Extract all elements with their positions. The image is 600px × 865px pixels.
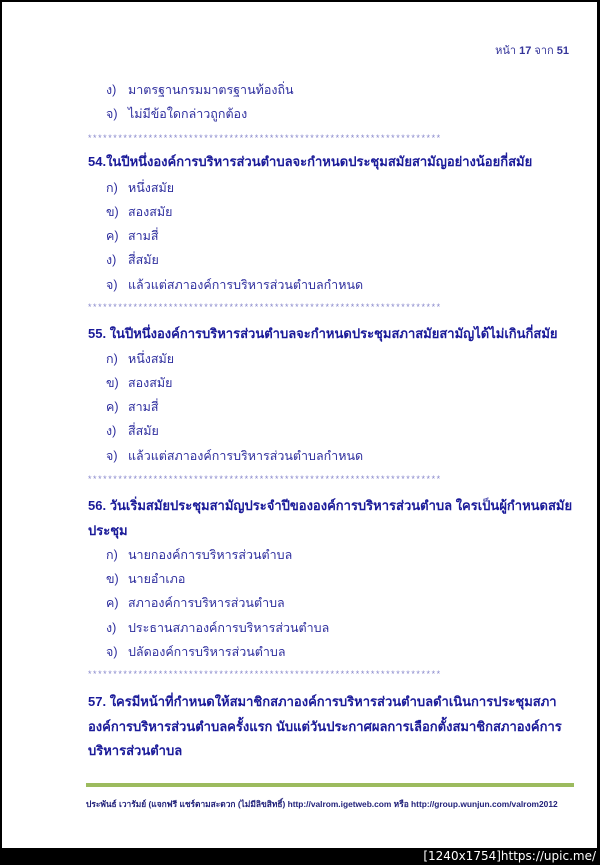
option-letter: จ) xyxy=(106,107,118,121)
option-text: สองสมัย xyxy=(128,205,173,219)
option-text: นายอำเภอ xyxy=(128,572,186,586)
question-text: วันเริ่มสมัยประชุมสามัญประจำปีขององค์การบริหารส่วนตำบล ใครเป็นผู้กำหนดสมัยประชุม xyxy=(88,498,573,538)
option-item xyxy=(106,351,174,367)
separator: ********************************************************************** xyxy=(88,133,442,143)
document-page xyxy=(2,2,597,848)
option-item xyxy=(106,571,185,587)
option-letter: ง) xyxy=(106,424,117,438)
option-text: แล้วแต่สภาองค์การบริหารส่วนตำบลกำหนด xyxy=(128,449,364,463)
question-number: 55. xyxy=(88,326,107,341)
option-letter: ข) xyxy=(106,376,119,390)
option-letter: ค) xyxy=(106,400,119,414)
option-item xyxy=(106,399,159,415)
option-text: มาตรฐานกรมมาตรฐานท้องถิ่น xyxy=(128,83,294,97)
option-text: สี่สมัย xyxy=(128,253,159,267)
option-item xyxy=(106,644,286,660)
page-of-label: จาก xyxy=(534,45,554,57)
separator: ********************************************************************** xyxy=(88,474,442,484)
option-letter: จ) xyxy=(106,278,118,292)
separator: ********************************************************************** xyxy=(88,302,442,312)
option-item xyxy=(106,82,294,98)
option-letter: จ) xyxy=(106,645,118,659)
footer-divider xyxy=(86,783,574,787)
option-text: ประธานสภาองค์การบริหารส่วนตำบล xyxy=(128,621,330,635)
question-text: ในปีหนึ่งองค์การบริหารส่วนตำบลจะกำหนดประชุมสมัยสามัญอย่างน้อยกี่สมัย xyxy=(106,154,533,169)
option-letter: ข) xyxy=(106,572,119,586)
option-item xyxy=(106,204,172,220)
page-number xyxy=(495,41,569,59)
option-text: สามสี่ xyxy=(128,400,159,414)
option-text: แล้วแต่สภาองค์การบริหารส่วนตำบลกำหนด xyxy=(128,278,364,292)
option-text: ปลัดองค์การบริหารส่วนตำบล xyxy=(128,645,286,659)
separator: ********************************************************************** xyxy=(88,669,442,679)
option-item xyxy=(106,228,159,244)
option-item xyxy=(106,277,363,293)
option-text: สี่สมัย xyxy=(128,424,159,438)
option-letter: ง) xyxy=(106,621,117,635)
option-item xyxy=(106,252,159,268)
option-letter: จ) xyxy=(106,449,118,463)
page-label: หน้า xyxy=(495,45,517,57)
option-text: ไม่มีข้อใดกล่าวถูกต้อง xyxy=(128,107,248,121)
question-55 xyxy=(88,322,578,347)
question-text: ในปีหนึ่งองค์การบริหารส่วนตำบลจะกำหนดประชุมสภาสมัยสามัญได้ไม่เกินกี่สมัย xyxy=(109,326,558,341)
option-item xyxy=(106,375,172,391)
option-item xyxy=(106,547,292,563)
option-letter: ข) xyxy=(106,205,119,219)
question-number: 57. xyxy=(88,694,107,709)
option-letter: ค) xyxy=(106,229,119,243)
question-57 xyxy=(88,690,578,764)
option-text: สองสมัย xyxy=(128,376,173,390)
question-number: 54. xyxy=(88,154,107,169)
option-letter: ก) xyxy=(106,181,118,195)
option-text: หนึ่งสมัย xyxy=(128,352,175,366)
option-text: หนึ่งสมัย xyxy=(128,181,175,195)
question-text: ใครมีหน้าที่กำหนดให้สมาชิกสภาองค์การบริหารส่วนตำบลดำเนินการประชุมสภาองค์การบริหารส่วนตำบลครั้งแรก นับแต่วันประกาศผลการเลือกตั้งสมาชิกสภาองค์การบริหารส่วนตำบล xyxy=(88,694,562,758)
page-total: 51 xyxy=(556,45,569,57)
option-item xyxy=(106,448,363,464)
option-letter: ค) xyxy=(106,596,119,610)
option-item xyxy=(106,106,247,122)
option-letter: ก) xyxy=(106,352,118,366)
image-host-watermark: [1240x1754]https://upic.me/ xyxy=(423,849,596,863)
question-54 xyxy=(88,150,578,175)
option-letter: ก) xyxy=(106,548,118,562)
footer-credit: ประพันธ์ เวารัมย์ (แจกฟรี แชร์ตามสะดวก (ไม่มีลิขสิทธิ์) http://valrom.igetweb.com หรือ http://group.wunjun.com/valrom2012 xyxy=(86,799,558,809)
option-text: สภาองค์การบริหารส่วนตำบล xyxy=(128,596,285,610)
option-text: สามสี่ xyxy=(128,229,159,243)
option-item xyxy=(106,180,174,196)
page-current: 17 xyxy=(519,45,532,57)
option-item xyxy=(106,595,285,611)
question-number: 56. xyxy=(88,498,107,513)
option-item xyxy=(106,620,329,636)
question-56 xyxy=(88,494,578,543)
option-letter: ง) xyxy=(106,253,117,267)
option-item xyxy=(106,423,159,439)
option-text: นายกองค์การบริหารส่วนตำบล xyxy=(128,548,293,562)
option-letter: ง) xyxy=(106,83,117,97)
